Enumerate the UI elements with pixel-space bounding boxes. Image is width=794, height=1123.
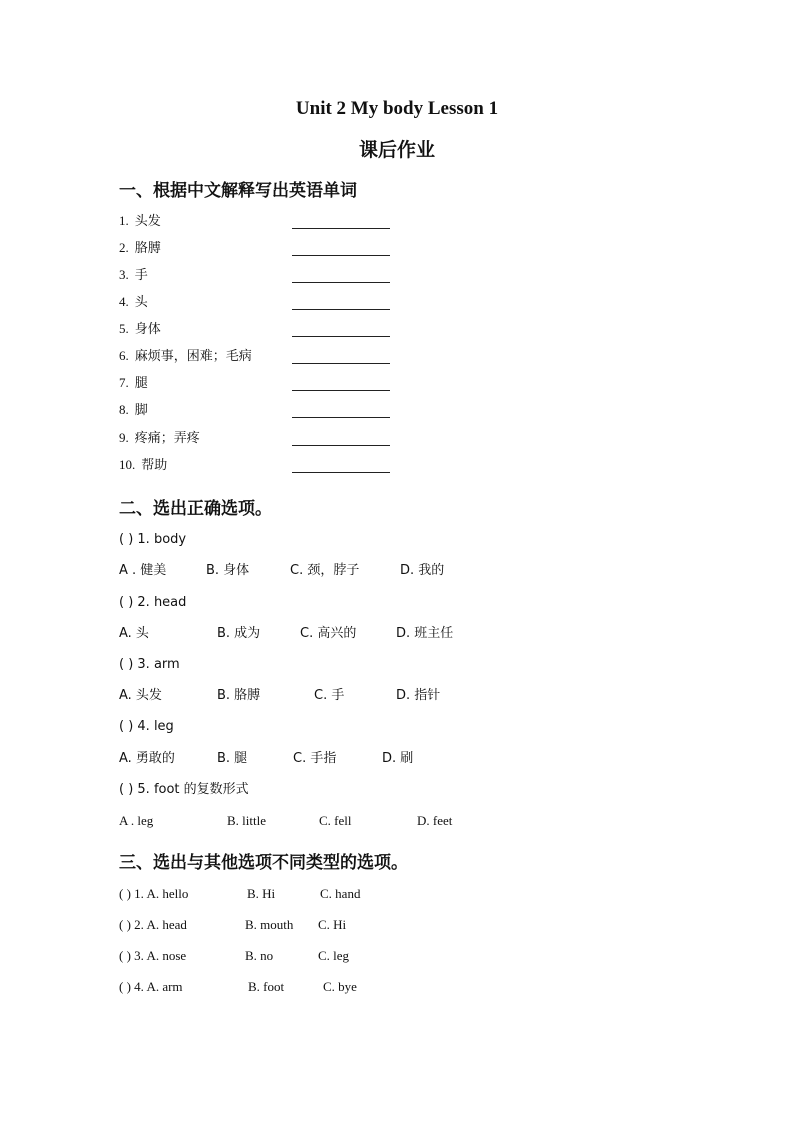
section2-heading: 二、选出正确选项。: [119, 499, 272, 519]
item-number: 3.: [119, 267, 129, 282]
option-b[interactable]: B. 成为: [217, 626, 261, 641]
option-b[interactable]: B. no: [245, 948, 274, 963]
item-number: 1.: [119, 213, 129, 228]
item-label: 帮助: [141, 458, 168, 473]
page-subtitle: 课后作业: [358, 139, 435, 161]
item-number: 2.: [119, 240, 129, 255]
list-item: [119, 265, 148, 285]
option-c[interactable]: C. 手指: [293, 751, 337, 766]
option-d[interactable]: D. 班主任: [396, 626, 454, 641]
question-line: ( ) 3. arm: [119, 657, 180, 672]
list-item: [119, 346, 252, 366]
section3-heading: 三、选出与其他选项不同类型的选项。: [119, 853, 408, 873]
question-stem: ( ) 4. A. arm: [119, 979, 183, 994]
answer-blank[interactable]: [292, 228, 390, 229]
item-number: 9.: [119, 430, 129, 445]
item-label: 头: [134, 295, 148, 310]
list-item: [119, 400, 148, 420]
option-a[interactable]: A . leg: [119, 813, 154, 828]
item-label: 胳膊: [134, 241, 161, 256]
item-label: 手: [134, 268, 148, 283]
option-a[interactable]: A. 头发: [119, 688, 162, 703]
option-c[interactable]: C. bye: [323, 979, 357, 994]
question-stem: ( ) 1. A. hello: [119, 886, 189, 901]
item-label: 麻烦事，困难；毛病: [134, 349, 252, 364]
answer-blank[interactable]: [292, 309, 390, 310]
option-d[interactable]: D. feet: [417, 813, 453, 828]
section1-heading: 一、根据中文解释写出英语单词: [119, 181, 357, 201]
option-c[interactable]: C. 手: [314, 688, 345, 703]
list-item: [119, 319, 161, 339]
question-line: ( ) 4. leg: [119, 719, 174, 734]
option-a[interactable]: A . 健美: [119, 563, 167, 578]
item-number: 7.: [119, 375, 129, 390]
answer-blank[interactable]: [292, 282, 390, 283]
list-item: [119, 292, 148, 312]
option-b[interactable]: B. Hi: [247, 886, 276, 901]
question-line: ( ) 2. head: [119, 595, 187, 610]
list-item: [119, 238, 161, 258]
option-d[interactable]: D. 刷: [382, 751, 414, 766]
answer-blank[interactable]: [292, 363, 390, 364]
answer-blank[interactable]: [292, 417, 390, 418]
item-label: 脚: [134, 403, 148, 418]
item-number: 5.: [119, 321, 129, 336]
page-title: Unit 2 My body Lesson 1: [295, 98, 499, 119]
list-item: [119, 455, 167, 475]
option-c[interactable]: C. Hi: [318, 917, 347, 932]
question-line: ( ) 1. body: [119, 532, 187, 547]
item-label: 腿: [134, 376, 148, 391]
question-stem: ( ) 2. A. head: [119, 917, 187, 932]
list-item: [119, 373, 148, 393]
answer-blank[interactable]: [292, 255, 390, 256]
item-number: 10.: [119, 457, 136, 472]
answer-blank[interactable]: [292, 336, 390, 337]
option-c[interactable]: C. hand: [320, 886, 361, 901]
item-number: 6.: [119, 348, 129, 363]
option-c[interactable]: C. 颈，脖子: [290, 563, 360, 578]
list-item: [119, 428, 200, 448]
question-line: ( ) 5. foot 的复数形式: [119, 782, 249, 797]
option-b[interactable]: B. 胳膊: [217, 688, 261, 703]
option-d[interactable]: D. 我的: [400, 563, 445, 578]
option-a[interactable]: A. 头: [119, 626, 149, 641]
answer-blank[interactable]: [292, 390, 390, 391]
option-c[interactable]: C. 高兴的: [300, 626, 357, 641]
item-label: 头发: [134, 214, 161, 229]
question-stem: ( ) 3. A. nose: [119, 948, 187, 963]
item-number: 4.: [119, 294, 129, 309]
item-label: 疼痛；弄疼: [134, 431, 200, 446]
option-b[interactable]: B. little: [227, 813, 266, 828]
option-c[interactable]: C. fell: [319, 813, 352, 828]
option-a[interactable]: A. 勇敢的: [119, 751, 175, 766]
answer-blank[interactable]: [292, 472, 390, 473]
option-d[interactable]: D. 指针: [396, 688, 441, 703]
item-label: 身体: [134, 322, 161, 337]
option-b[interactable]: B. 身体: [206, 563, 250, 578]
item-number: 8.: [119, 402, 129, 417]
list-item: [119, 211, 161, 231]
option-b[interactable]: B. foot: [248, 979, 285, 994]
answer-blank[interactable]: [292, 445, 390, 446]
option-b[interactable]: B. 腿: [217, 751, 248, 766]
option-b[interactable]: B. mouth: [245, 917, 294, 932]
option-c[interactable]: C. leg: [318, 948, 350, 963]
